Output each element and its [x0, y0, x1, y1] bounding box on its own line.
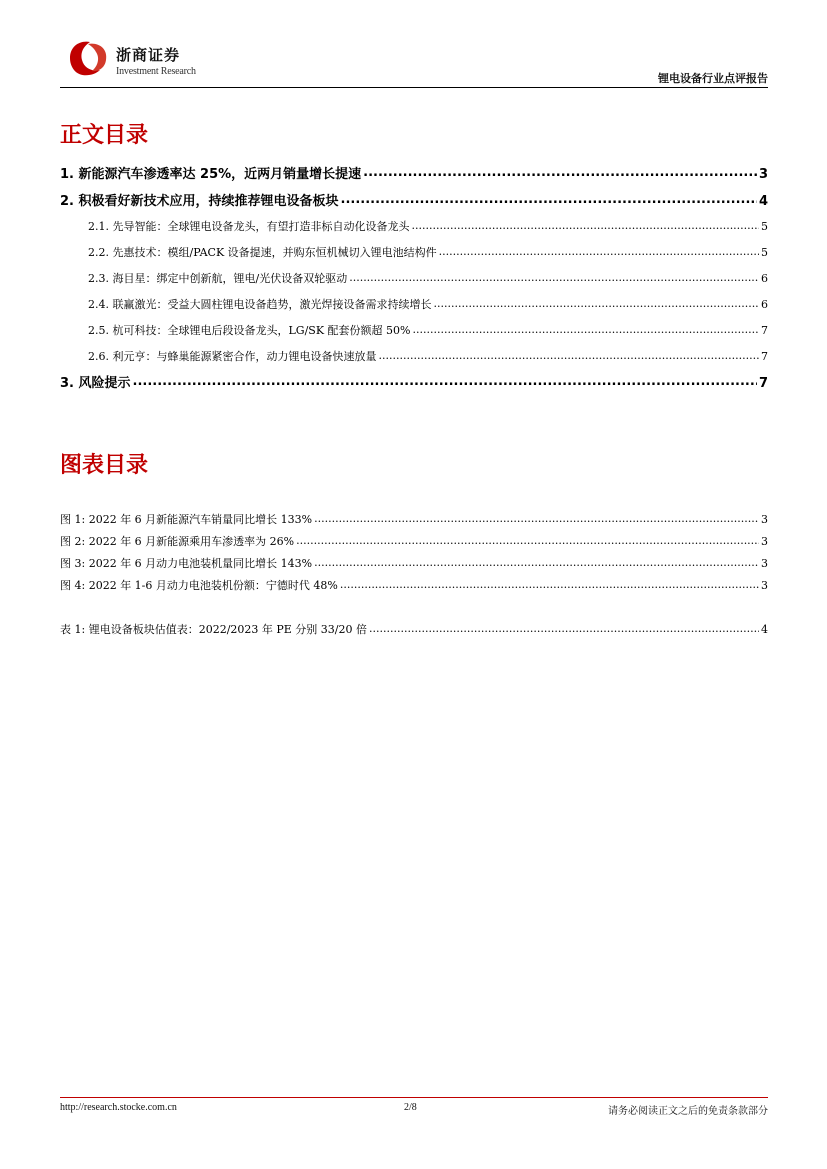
toc-leader [412, 219, 760, 230]
table-item-1[interactable] [60, 621, 768, 637]
figure-item-text: 图 4: 2022 年 1-6 月动力电池装机份额：宁德时代 48% [60, 579, 338, 592]
toc-leader [133, 374, 757, 387]
toc-item-1[interactable] [60, 163, 768, 182]
toc-item-page: 6 [761, 298, 768, 311]
toc-item-page: 7 [761, 350, 768, 363]
toc-item-2-5[interactable] [88, 322, 768, 338]
toc-leader [369, 622, 759, 633]
toc-item-text: 2.4. 联赢激光：受益大圆柱锂电设备趋势，激光焊接设备需求持续增长 [88, 298, 432, 311]
toc-item-page: 3 [758, 167, 768, 182]
toc-item-page: 7 [761, 324, 768, 337]
toc-item-2[interactable] [60, 190, 768, 209]
figure-item-page: 3 [761, 579, 768, 592]
toc-item-text: 2.3. 海目星：绑定中创新航，锂电/光伏设备双轮驱动 [88, 272, 348, 285]
report-type: 锂电设备行业点评报告 [658, 72, 768, 85]
toc-item-text: 2.6. 利元亨：与蜂巢能源紧密合作，动力锂电设备快速放量 [88, 350, 377, 363]
toc-item-page: 6 [761, 272, 768, 285]
figure-item-text: 图 2: 2022 年 6 月新能源乘用车渗透率为 26% [60, 535, 295, 548]
toc-item-text: 2. 积极看好新技术应用，持续推荐锂电设备板块 [60, 194, 339, 209]
toc-item-text: 2.5. 杭可科技：全球锂电后段设备龙头，LG/SK 配套份额超 50% [88, 324, 411, 337]
figure-item-page: 3 [761, 557, 768, 570]
page-number: 2/8 [404, 1102, 417, 1113]
toc-item-text: 2.1. 先导智能：全球锂电设备龙头，有望打造非标自动化设备龙头 [88, 220, 410, 233]
figures-title: 图表目录 [60, 453, 149, 478]
contents-title: 正文目录 [60, 123, 149, 148]
figure-item-text: 图 1: 2022 年 6 月新能源汽车销量同比增长 133% [60, 513, 313, 526]
toc-item-2-3[interactable] [88, 270, 768, 286]
figure-item-4[interactable] [60, 577, 768, 593]
footer-disclaimer: 请务必阅读正文之后的免责条款部分 [608, 1106, 768, 1117]
figure-item-1[interactable] [60, 511, 768, 527]
toc-leader [314, 556, 759, 567]
page-header [60, 36, 768, 88]
toc-item-2-4[interactable] [88, 296, 768, 312]
toc-leader [340, 578, 759, 589]
brand-name-en: Investment Research [116, 66, 196, 77]
toc-item-text: 3. 风险提示 [60, 376, 131, 391]
brand-logo-icon [66, 38, 110, 78]
toc-leader [314, 512, 759, 523]
toc-item-text: 2.2. 先惠技术：模组/PACK 设备提速，并购东恒机械切入锂电池结构件 [88, 246, 437, 259]
toc-leader [363, 165, 757, 178]
toc-item-page: 7 [758, 376, 768, 391]
footer-url-link[interactable]: http://research.stocke.com.cn [60, 1102, 177, 1113]
toc-item-2-1[interactable] [88, 218, 768, 234]
toc-leader [341, 192, 757, 205]
toc-leader [379, 349, 760, 360]
toc-leader [296, 534, 759, 545]
toc-item-2-2[interactable] [88, 244, 768, 260]
toc-item-page: 5 [761, 220, 768, 233]
toc-item-3[interactable] [60, 372, 768, 391]
table-item-text: 表 1: 锂电设备板块估值表：2022/2023 年 PE 分别 33/20 倍 [60, 623, 368, 636]
header-divider [60, 87, 768, 88]
toc-leader [434, 297, 760, 308]
table-item-page: 4 [761, 623, 768, 636]
figure-item-2[interactable] [60, 533, 768, 549]
figure-item-text: 图 3: 2022 年 6 月动力电池装机量同比增长 143% [60, 557, 313, 570]
toc-item-text: 1. 新能源汽车渗透率达 25%，近两月销量增长提速 [60, 167, 362, 182]
toc-item-page: 4 [758, 194, 768, 209]
toc-leader [349, 271, 759, 282]
figure-item-3[interactable] [60, 555, 768, 571]
toc-item-page: 5 [761, 246, 768, 259]
footer-divider [60, 1097, 768, 1098]
figure-item-page: 3 [761, 535, 768, 548]
toc-leader [412, 323, 759, 334]
toc-item-2-6[interactable] [88, 348, 768, 364]
figure-item-page: 3 [761, 513, 768, 526]
toc-leader [439, 245, 759, 256]
brand-name-cn: 浙商证券 [116, 46, 181, 64]
